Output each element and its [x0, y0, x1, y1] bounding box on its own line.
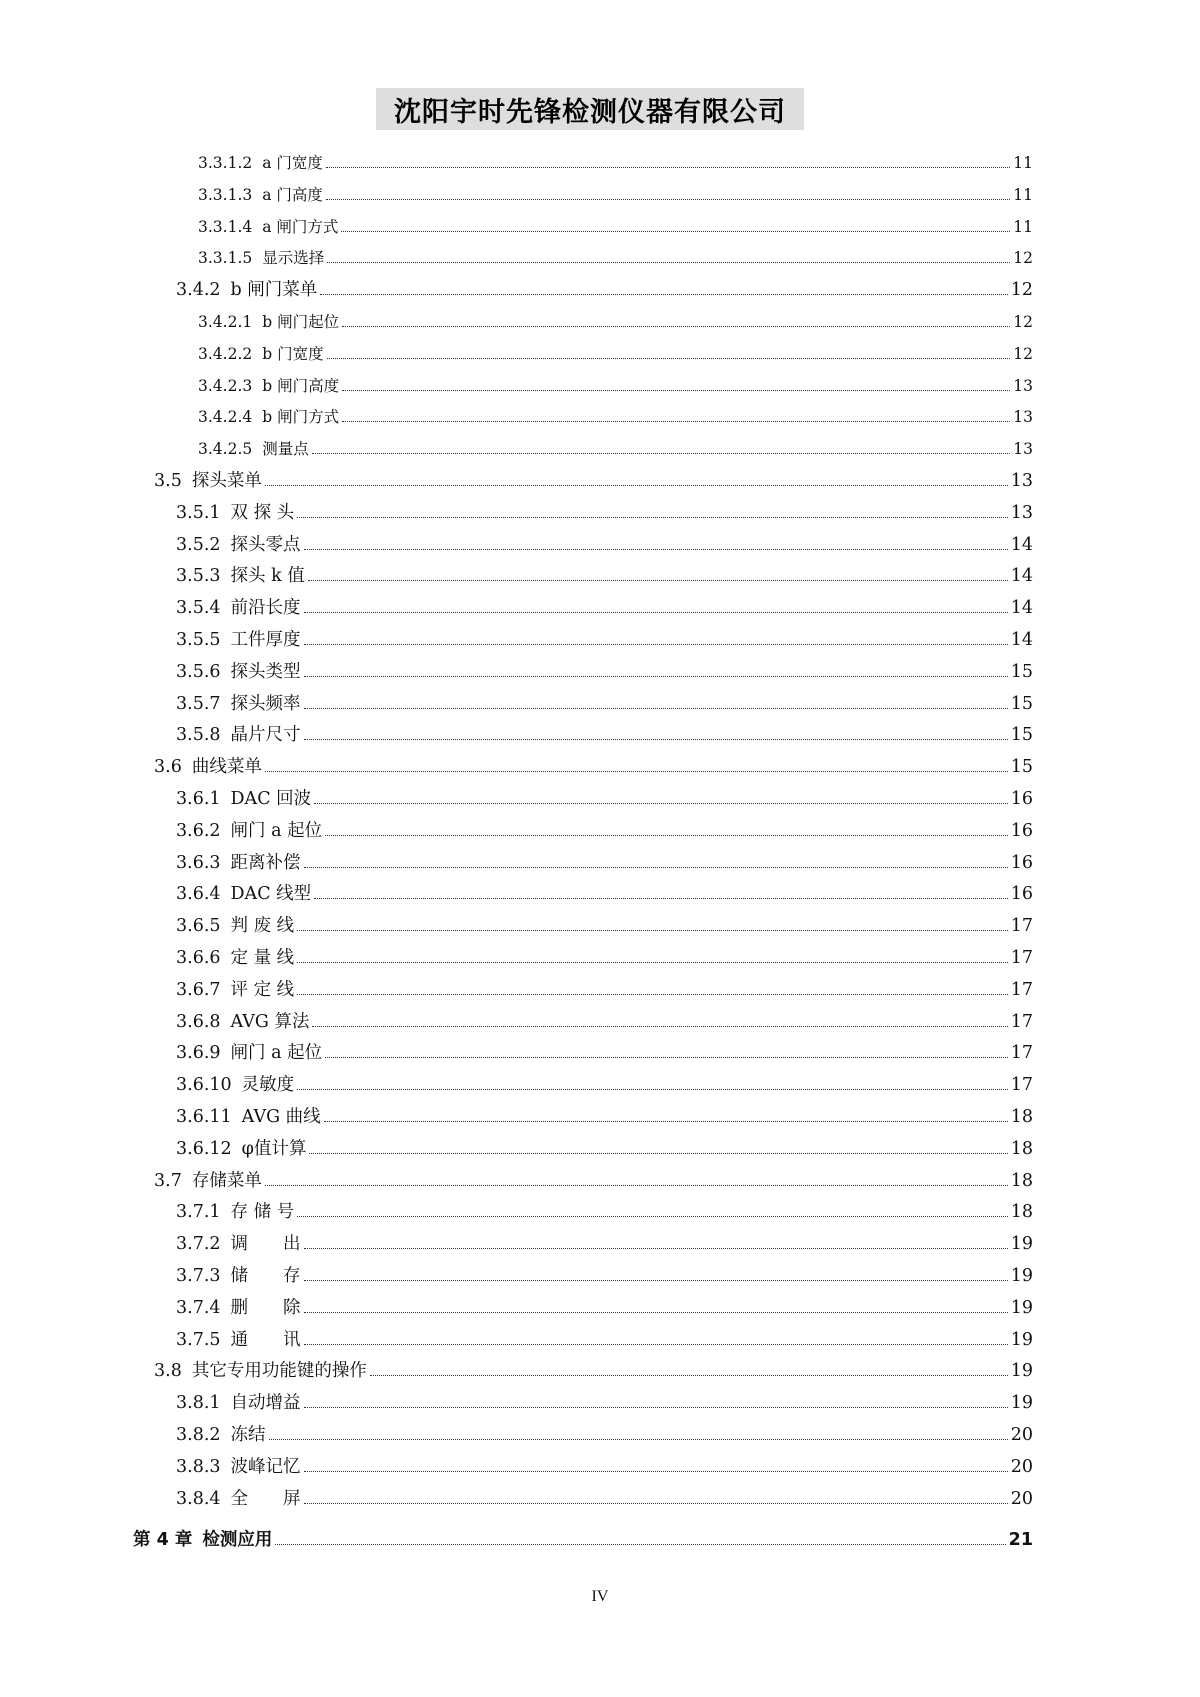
toc-entry-number: 3.6.9: [176, 1043, 221, 1064]
toc-entry-page: 12: [1010, 280, 1033, 301]
toc-entry[interactable]: [176, 1293, 1033, 1319]
toc-entry[interactable]: [176, 1325, 1033, 1351]
toc-entry-page: 14: [1010, 630, 1033, 650]
toc-entry-label: [154, 1170, 262, 1192]
toc-entry-label: [176, 629, 301, 651]
toc-entry[interactable]: [198, 148, 1033, 174]
toc-entry-title: 双 探 头: [230, 502, 295, 523]
toc-entry-label: [198, 343, 324, 365]
company-name: 沈阳宇时先锋检测仪器有限公司: [394, 96, 786, 128]
toc-entry[interactable]: [198, 180, 1033, 206]
toc-entry-number: 3.4.2.5: [198, 440, 253, 459]
toc-entry-page: 17: [1010, 916, 1033, 937]
toc-dot-leader: [297, 961, 1008, 963]
toc-entry-label: [198, 375, 339, 397]
toc-entry-page: 14: [1010, 534, 1033, 555]
toc-entry-number: 3.5.3: [176, 566, 221, 587]
page-number: IV: [591, 1588, 609, 1605]
toc-entry-number: 3.8.1: [176, 1393, 221, 1414]
toc-entry-number: 3.8: [154, 1361, 182, 1382]
toc-entry-page: 17: [1010, 979, 1033, 1000]
toc-entry-label: [154, 1360, 367, 1382]
toc-entry-label: [176, 1201, 294, 1223]
toc-entry-page: 19: [1010, 1329, 1033, 1350]
toc-entry-page: 19: [1010, 1266, 1033, 1286]
toc-entry[interactable]: [176, 561, 1033, 587]
toc-entry-page: 17: [1010, 1043, 1033, 1064]
toc-entry-number: 3.7.4: [176, 1297, 221, 1318]
toc-entry-number: 3.6.10: [176, 1075, 232, 1096]
toc-entry[interactable]: [176, 911, 1033, 937]
toc-entry-page: 12: [1013, 313, 1033, 331]
toc-dot-leader: [327, 261, 1010, 263]
toc-entry-title: 判 废 线: [230, 916, 295, 937]
toc-entry-page: 12: [1013, 344, 1033, 363]
toc-entry-page: 15: [1010, 693, 1033, 714]
toc-entry-number: 3.4.2: [176, 280, 221, 301]
toc-entry-label: [198, 247, 324, 269]
toc-entry-label: [176, 1424, 266, 1446]
toc-dot-leader: [324, 1120, 1008, 1122]
toc-entry-page: 13: [1013, 440, 1033, 459]
toc-entry-number: 3.6.5: [176, 916, 221, 937]
toc-entry-number: 3.8.4: [176, 1488, 221, 1509]
toc-dot-leader: [269, 1438, 1008, 1440]
toc-dot-leader: [309, 1152, 1007, 1154]
toc-entry-page: 20: [1010, 1456, 1033, 1477]
toc-entry[interactable]: [176, 530, 1033, 556]
toc-entry-title: 存储菜单: [191, 1170, 262, 1191]
toc-entry[interactable]: [198, 243, 1033, 269]
toc-entry-number: 3.5.6: [176, 661, 221, 682]
toc-dot-leader: [342, 389, 1010, 391]
toc-entry[interactable]: [176, 848, 1033, 874]
toc-entry[interactable]: [176, 275, 1033, 301]
toc-dot-leader: [342, 420, 1010, 422]
toc-entry[interactable]: [176, 1197, 1033, 1223]
toc-entry-label: [198, 311, 339, 333]
toc-entry[interactable]: [176, 1134, 1033, 1160]
toc-entry[interactable]: [133, 1525, 1033, 1551]
toc-entry[interactable]: [176, 1452, 1033, 1478]
toc-entry-page: 18: [1010, 1107, 1033, 1127]
toc-entry-label: [176, 1011, 309, 1033]
toc-entry-title: 调 出: [230, 1234, 301, 1255]
toc-dot-leader: [304, 1470, 1008, 1472]
toc-entry[interactable]: [176, 943, 1033, 969]
toc-entry[interactable]: [176, 1007, 1033, 1033]
toc-entry[interactable]: [176, 879, 1033, 905]
toc-entry-number: 3.3.1.4: [198, 217, 253, 236]
toc-entry-label: [176, 947, 294, 969]
toc-entry-label: [176, 1456, 301, 1478]
toc-dot-leader: [304, 1343, 1008, 1345]
toc-entry-title: AVG 曲线: [241, 1107, 321, 1127]
toc-entry-title: 存 储 号: [230, 1202, 295, 1223]
toc-entry-title: 冻结: [230, 1425, 266, 1445]
company-header: [376, 88, 804, 130]
toc-entry-label: [176, 1265, 301, 1287]
toc-entry-title: b 闸门菜单: [230, 280, 318, 301]
toc-dot-leader: [304, 707, 1008, 709]
toc-entry-label: [176, 1106, 321, 1128]
toc-entry-label: [176, 534, 301, 556]
toc-dot-leader: [320, 293, 1007, 295]
toc-entry[interactable]: [176, 1420, 1033, 1446]
toc-dot-leader: [297, 929, 1008, 931]
toc-entry[interactable]: [154, 466, 1033, 492]
toc-entry-title: 定 量 线: [230, 948, 295, 968]
toc-entry-number: 3.6.7: [176, 979, 221, 1000]
toc-entry[interactable]: [176, 1229, 1033, 1255]
toc-dot-leader: [326, 198, 1010, 200]
toc-entry-number: 3.7.1: [176, 1202, 221, 1223]
toc-entry-title: 波峰记忆: [230, 1456, 301, 1477]
toc-entry-number: 3.8.3: [176, 1456, 221, 1477]
toc-dot-leader: [325, 834, 1008, 836]
toc-entry-label: [176, 565, 305, 587]
toc-entry-number: 3.5.5: [176, 630, 221, 650]
toc-entry-title: 评 定 线: [230, 979, 295, 1000]
toc-entry-title: 探头 k 值: [230, 566, 305, 587]
toc-entry-page: 17: [1010, 1011, 1033, 1032]
toc-entry-page: 11: [1013, 217, 1033, 236]
toc-entry-label: [176, 724, 301, 746]
toc-entry-title: 显示选择: [262, 249, 325, 268]
toc-entry-label: [198, 152, 323, 174]
toc-entry[interactable]: [198, 307, 1033, 333]
toc-entry-number: 第 4 章: [133, 1530, 193, 1551]
toc-dot-leader: [275, 1543, 1005, 1545]
toc-entry-label: [176, 852, 301, 874]
toc-entry[interactable]: [176, 1484, 1033, 1510]
toc-entry-page: 15: [1010, 661, 1033, 682]
toc-entry[interactable]: [176, 784, 1033, 810]
toc-dot-leader: [304, 611, 1008, 613]
toc-entry[interactable]: [176, 975, 1033, 1001]
toc-entry-title: 闸门 a 起位: [230, 820, 323, 841]
toc-entry-label: [176, 693, 301, 715]
toc-entry-page: 12: [1013, 249, 1033, 268]
toc-dot-leader: [304, 866, 1008, 868]
toc-entry[interactable]: [154, 752, 1033, 778]
toc-dot-leader: [304, 675, 1008, 677]
toc-entry[interactable]: [176, 1261, 1033, 1287]
toc-entry-label: [176, 1074, 294, 1096]
toc-dot-leader: [304, 738, 1008, 740]
toc-entry-label: [176, 502, 294, 524]
toc-entry-page: 16: [1010, 789, 1033, 809]
toc-entry-page: 14: [1010, 598, 1033, 619]
toc-entry-label: [176, 279, 317, 301]
toc-dot-leader: [304, 1279, 1008, 1281]
toc-dot-leader: [327, 357, 1011, 359]
toc-dot-leader: [370, 1374, 1008, 1376]
toc-entry[interactable]: [176, 498, 1033, 524]
toc-entry-page: 13: [1010, 502, 1033, 523]
toc-entry-page: 15: [1010, 757, 1033, 778]
toc-entry-page: 18: [1010, 1170, 1033, 1191]
toc-entry-label: [176, 1329, 301, 1351]
toc-entry-page: 13: [1013, 376, 1033, 395]
toc-entry[interactable]: [198, 434, 1033, 460]
toc-entry-page: 16: [1010, 852, 1033, 873]
toc-entry-label: [176, 1042, 322, 1064]
toc-dot-leader: [297, 516, 1008, 518]
toc-entry-number: 3.6.11: [176, 1107, 232, 1127]
toc-entry-title: 闸门 a 起位: [230, 1043, 323, 1064]
toc-entry-title: 曲线菜单: [191, 757, 262, 778]
toc-entry-label: [154, 470, 262, 492]
toc-entry[interactable]: [198, 371, 1033, 397]
toc-dot-leader: [304, 1502, 1008, 1504]
toc-entry[interactable]: [198, 212, 1033, 238]
toc-entry-number: 3.6.8: [176, 1011, 221, 1032]
toc-entry-label: [198, 216, 338, 238]
toc-entry-label: [176, 883, 311, 905]
toc-dot-leader: [304, 1406, 1008, 1408]
toc-entry-page: 19: [1010, 1361, 1033, 1382]
toc-entry-label: [198, 184, 323, 206]
toc-entry-number: 3.7.2: [176, 1234, 221, 1255]
toc-entry-title: b 门宽度: [262, 344, 324, 363]
toc-dot-leader: [341, 230, 1010, 232]
toc-entry-title: 探头类型: [230, 661, 301, 682]
toc-dot-leader: [325, 1056, 1008, 1058]
toc-entry-label: [198, 406, 339, 428]
toc-entry-number: 3.7: [154, 1170, 182, 1191]
toc-entry[interactable]: [176, 1388, 1033, 1414]
toc-dot-leader: [308, 579, 1008, 581]
toc-entry-title: 距离补偿: [230, 852, 301, 873]
toc-entry-label: [176, 661, 301, 683]
toc-entry-number: 3.6.1: [176, 789, 221, 809]
toc-entry-title: 删 除: [230, 1297, 301, 1318]
toc-dot-leader: [265, 1184, 1008, 1186]
toc-entry[interactable]: [176, 720, 1033, 746]
toc-entry-number: 3.4.2.1: [198, 313, 253, 331]
toc-entry-label: [133, 1529, 272, 1551]
toc-entry-title: 通 讯: [230, 1329, 301, 1350]
toc-entry-title: a 门高度: [262, 185, 323, 204]
toc-entry-title: DAC 回波: [230, 789, 312, 809]
toc-entry-title: 测量点: [262, 440, 309, 459]
toc-entry-page: 19: [1010, 1297, 1033, 1318]
toc-entry-page: 13: [1013, 408, 1033, 427]
toc-entry-number: 3.5.2: [176, 534, 221, 555]
toc-entry-title: 灵敏度: [241, 1075, 295, 1096]
toc-entry-title: DAC 线型: [230, 884, 312, 905]
toc-entry-page: 18: [1010, 1138, 1033, 1159]
toc-entry-number: 3.5: [154, 471, 182, 491]
toc-dot-leader: [297, 993, 1008, 995]
toc-dot-leader: [265, 770, 1008, 772]
toc-dot-leader: [304, 548, 1008, 550]
toc-entry-number: 3.6.12: [176, 1138, 232, 1159]
toc-entry-title: 工件厚度: [230, 630, 301, 650]
toc-entry[interactable]: [176, 689, 1033, 715]
toc-entry-page: 14: [1010, 566, 1033, 587]
toc-entry-label: [176, 1138, 306, 1160]
toc-entry-number: 3.6.6: [176, 948, 221, 968]
toc-entry-title: AVG 算法: [230, 1011, 310, 1032]
toc-entry-number: 3.4.2.3: [198, 376, 253, 395]
toc-entry-number: 3.5.7: [176, 693, 221, 714]
toc-dot-leader: [297, 1088, 1008, 1090]
toc-entry-number: 3.3.1.3: [198, 185, 253, 204]
toc-entry-label: [176, 915, 294, 937]
toc-entry-number: 3.6.4: [176, 884, 221, 905]
toc-entry-page: 20: [1010, 1488, 1033, 1509]
toc-entry-page: 19: [1010, 1393, 1033, 1414]
toc-entry-title: b 闸门方式: [262, 408, 340, 427]
toc-entry-title: 探头菜单: [191, 471, 262, 491]
toc-entry-page: 11: [1013, 185, 1033, 204]
toc-entry-title: b 闸门高度: [262, 376, 340, 395]
toc-entry[interactable]: [176, 1070, 1033, 1096]
toc-entry-title: 晶片尺寸: [230, 725, 301, 746]
toc-entry-title: 探头零点: [230, 534, 301, 555]
toc-entry-title: 检测应用: [202, 1530, 273, 1551]
toc-entry[interactable]: [176, 625, 1033, 651]
toc-entry-number: 3.5.8: [176, 725, 221, 746]
toc-dot-leader: [314, 802, 1008, 804]
toc-entry-page: 16: [1010, 820, 1033, 841]
toc-entry-title: 探头频率: [230, 693, 301, 714]
toc-entry-number: 3.5.1: [176, 502, 221, 523]
toc-entry-title: 自动增益: [230, 1393, 301, 1414]
toc-entry-label: [176, 1488, 301, 1510]
toc-entry-page: 13: [1010, 471, 1033, 491]
toc-entry-number: 3.3.1.5: [198, 249, 253, 268]
toc-entry-number: 3.5.4: [176, 598, 221, 619]
toc-entry[interactable]: [154, 1356, 1033, 1382]
toc-entry-label: [176, 820, 322, 842]
toc-dot-leader: [304, 643, 1008, 645]
toc-entry-title: 前沿长度: [230, 598, 301, 619]
toc-entry-page: 18: [1010, 1202, 1033, 1223]
toc-entry-label: [176, 597, 301, 619]
toc-entry-number: 3.6.3: [176, 852, 221, 873]
toc-entry-label: [176, 1392, 301, 1414]
toc-entry[interactable]: [176, 1102, 1033, 1128]
toc-entry-title: a 门宽度: [262, 154, 323, 172]
toc-entry-number: 3.4.2.2: [198, 344, 253, 363]
toc-entry-page: 15: [1010, 725, 1033, 746]
toc-entry-title: 其它专用功能键的操作: [191, 1361, 367, 1382]
toc-entry-title: 储 存: [230, 1266, 301, 1286]
toc-dot-leader: [312, 452, 1011, 454]
toc-entry-label: [176, 979, 294, 1001]
toc-dot-leader: [342, 325, 1010, 327]
toc-entry[interactable]: [176, 593, 1033, 619]
toc-entry-page: 19: [1010, 1234, 1033, 1255]
toc-dot-leader: [265, 484, 1008, 486]
toc-dot-leader: [297, 1215, 1008, 1217]
toc-entry-number: 3.6: [154, 757, 182, 778]
toc-entry[interactable]: [176, 816, 1033, 842]
toc-entry-title: a 闸门方式: [262, 217, 339, 236]
toc-entry-label: [154, 756, 262, 778]
toc-entry-label: [176, 788, 311, 810]
toc-entry[interactable]: [176, 1038, 1033, 1064]
toc-dot-leader: [326, 166, 1010, 168]
toc-entry-page: 11: [1013, 154, 1033, 172]
toc-entry[interactable]: [154, 1166, 1033, 1192]
toc-entry[interactable]: [198, 339, 1033, 365]
toc-entry-number: 3.7.3: [176, 1266, 221, 1286]
toc-entry-label: [176, 1233, 301, 1255]
toc-entry-title: φ值计算: [241, 1138, 307, 1159]
toc-entry-number: 3.7.5: [176, 1329, 221, 1350]
toc-entry[interactable]: [176, 657, 1033, 683]
toc-entry-number: 3.8.2: [176, 1425, 221, 1445]
toc-entry-title: b 闸门起位: [262, 313, 340, 331]
toc-dot-leader: [314, 897, 1008, 899]
toc-entry-number: 3.4.2.4: [198, 408, 253, 427]
toc-dot-leader: [304, 1311, 1008, 1313]
toc-entry[interactable]: [198, 402, 1033, 428]
toc-dot-leader: [312, 1025, 1007, 1027]
toc-entry-page: 17: [1010, 1075, 1033, 1096]
toc-entry-number: 3.6.2: [176, 820, 221, 841]
toc-entry-number: 3.3.1.2: [198, 154, 253, 172]
toc-entry-label: [198, 438, 309, 460]
toc-entry-title: 全 屏: [230, 1488, 301, 1509]
toc-entry-page: 16: [1010, 884, 1033, 905]
toc-entry-page: 21: [1008, 1530, 1033, 1551]
toc-entry-page: 20: [1010, 1425, 1033, 1445]
toc-dot-leader: [304, 1247, 1008, 1249]
toc-entry-label: [176, 1297, 301, 1319]
toc-entry-page: 17: [1010, 948, 1033, 968]
